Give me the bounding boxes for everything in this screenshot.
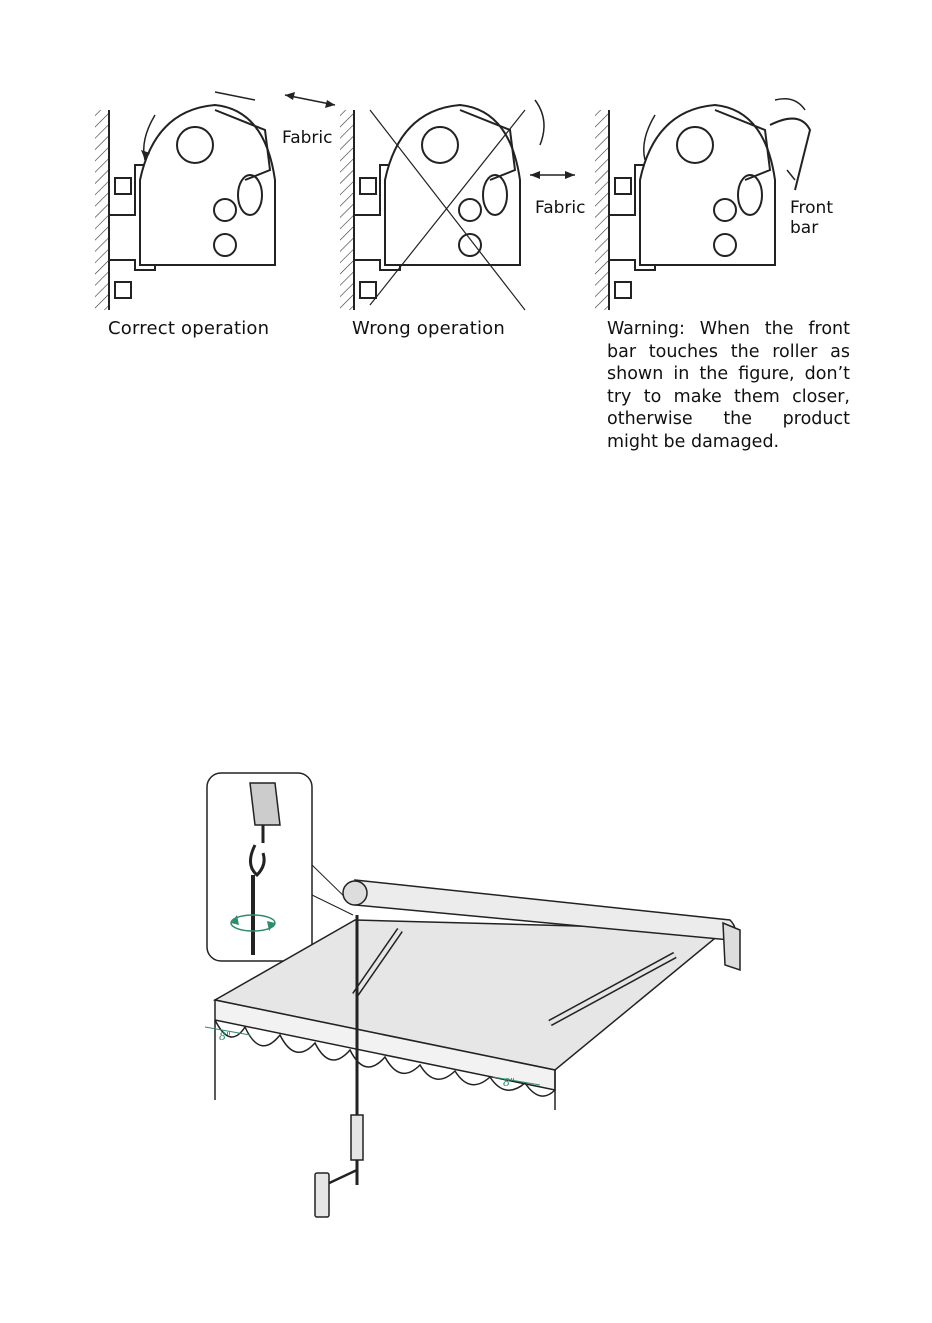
correct-operation-diagram — [95, 70, 345, 320]
warning-text: Warning: When the front bar touches the roller as shown in the figure, don’t try to make them closer, otherwise the product might be damaged. — [607, 319, 850, 452]
correct-operation-caption: Correct operation — [108, 318, 270, 339]
fabric-label: Fabric — [282, 128, 333, 148]
crank-grip — [315, 1173, 329, 1217]
front-bar-label: Front bar — [790, 198, 833, 238]
wall-hatching — [340, 110, 354, 310]
wall-hatching — [595, 110, 609, 310]
fabric-label: Fabric — [535, 198, 586, 218]
roller-bracket-drawing — [595, 70, 845, 320]
awning-installation-drawing — [195, 765, 775, 1230]
left-bracket — [343, 881, 367, 905]
gear-housing — [250, 783, 280, 825]
roller-bracket-drawing — [340, 70, 590, 320]
left-dimension-label: 8" — [219, 1030, 232, 1043]
front-bar-shape — [770, 119, 810, 190]
front-bar-diagram — [595, 70, 845, 320]
wrong-operation-diagram — [340, 70, 590, 320]
right-bracket — [723, 923, 740, 970]
right-dimension-label: 8" — [503, 1076, 516, 1089]
wall-hatching — [95, 110, 109, 310]
wrong-operation-caption: Wrong operation — [352, 318, 505, 339]
roller-bracket-drawing — [95, 70, 345, 320]
